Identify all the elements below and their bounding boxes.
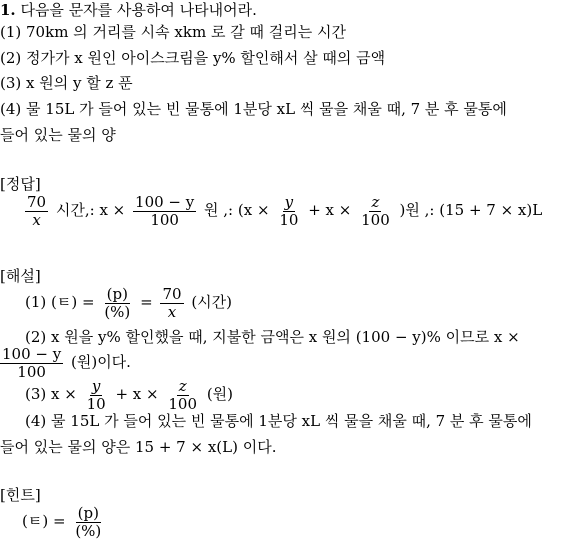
explanation-1: (1) (ㅌ) = $\frac{(p)}{(\%)}$ = $\frac{70}{x}$ (시간) xyxy=(25,284,232,321)
problem-item-3: (3) x 원의 y 할 z 푼 xyxy=(0,74,133,92)
explanation-2-cont: $\frac{100 - y}{100}$ (원)이다. xyxy=(2,344,131,381)
explanation-4-cont: 들어 있는 물의 양은 15 + 7 × x(L) 이다. xyxy=(0,438,277,456)
explanation-3: (3) x × $\frac{y}{10}$ + x × $\frac{z}{100}$ (원) xyxy=(25,376,234,413)
fraction: $\frac{y}{10}$ xyxy=(279,192,299,229)
problem-item-1: (1) 70km 의 거리를 시속 xkm 로 갈 때 걸리는 시간 xyxy=(0,23,346,41)
explanation-2: (2) x 원을 y% 할인했을 때, 지불한 금액은 x 원의 (100 − y)% 이므로 x × xyxy=(25,328,520,346)
fraction: $\frac{100 - y}{100}$ xyxy=(2,344,62,381)
hint-line: (ㅌ) = $\frac{(p)}{(\%)}$ xyxy=(22,503,102,540)
problem-number: 1. xyxy=(0,1,16,19)
fraction: $\frac{(p)}{(\%)}$ xyxy=(104,284,131,321)
explanation-header: [해설] xyxy=(0,267,41,285)
fraction: $\frac{z}{100}$ xyxy=(168,376,198,413)
fraction: $\frac{100 - y}{100}$ xyxy=(135,192,195,229)
explanation-4: (4) 물 15L 가 들어 있는 빈 물통에 1분당 xL 씩 물을 채울 때, 7 분 후 물통에 xyxy=(25,412,532,430)
fraction: $\frac{(p)}{(\%)}$ xyxy=(75,503,102,540)
fraction: $\frac{z}{100}$ xyxy=(361,192,390,229)
fraction: $\frac{70}{x}$ xyxy=(27,192,47,229)
hint-header: [힌트] xyxy=(0,486,41,504)
problem-title: 다음을 문자를 사용하여 나타내어라. xyxy=(20,1,257,19)
fraction: $\frac{y}{10}$ xyxy=(86,376,106,413)
answer-line: $\frac{70}{x}$ 시간,: x × $\frac{100 - y}{100}$ 원 ,: (x × $\frac{y}{10}$ + x × $\frac{z}{100}$ )원 ,: (15 + 7 × x)L xyxy=(27,192,543,229)
problem-item-2: (2) 정가가 x 원인 아이스크림을 y% 할인해서 살 때의 금액 xyxy=(0,49,386,67)
answer-header: [정답] xyxy=(0,175,41,193)
fraction: $\frac{70}{x}$ xyxy=(162,284,182,321)
problem-heading xyxy=(0,0,257,20)
problem-item-4-cont: 들어 있는 물의 양 xyxy=(0,126,116,144)
problem-item-4: (4) 물 15L 가 들어 있는 빈 물통에 1분당 xL 씩 물을 채울 때, 7 분 후 물통에 xyxy=(0,100,507,118)
